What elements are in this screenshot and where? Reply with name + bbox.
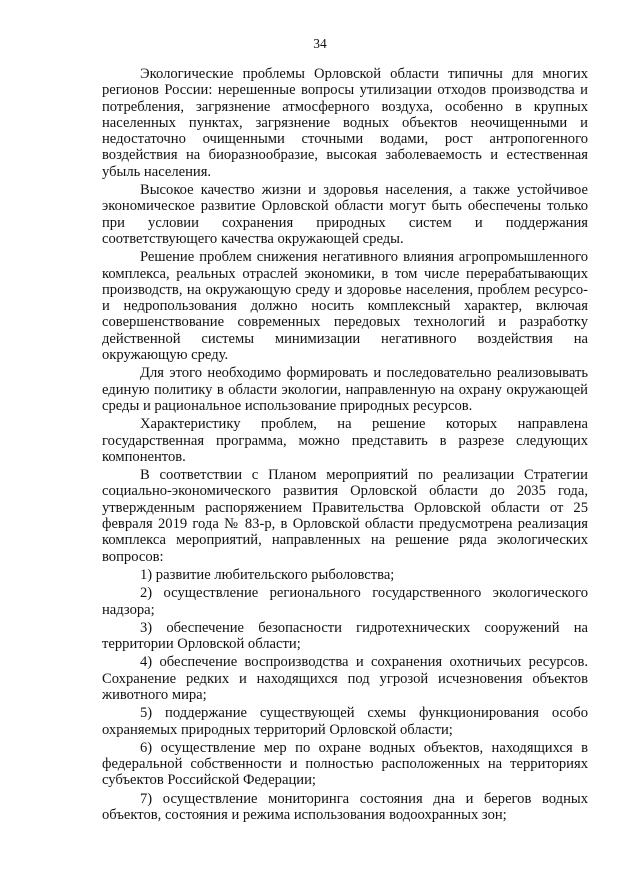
paragraph-problem-characteristics: Характеристику проблем, на решение которых направлена государственная программа, можно представить в разрезе следующих компонентов. bbox=[102, 416, 588, 465]
list-item-2: 2) осуществление регионального государственного экологического надзора; bbox=[102, 585, 588, 618]
list-item-6: 6) осуществление мер по охране водных объектов, находящихся в федеральной собственности и полностью расположенных на территориях субъектов Российской Федерации; bbox=[102, 739, 588, 789]
list-item-3: 3) обеспечение безопасности гидротехнических сооружений на территории Орловской области; bbox=[102, 619, 588, 653]
paragraph-agro-industrial-impact: Решение проблем снижения негативного влияния агропромышленного комплекса, реальных отраслей экономики, в том числе перерабатывающих производств, на окружающую среду и здоровье населения, проблем ресурсо- и недропользования должно носить комплексный характер, включая совершенствование современных передовых технологий и разработку действенной системы минимизации негативного воздействия на окружающую среду. bbox=[102, 249, 588, 364]
list-item-1: 1) развитие любительского рыболовства; bbox=[140, 566, 395, 583]
list-item-7: 7) осуществление мониторинга состояния дна и берегов водных объектов, состояния и режима использования водоохранных зон; bbox=[102, 790, 588, 824]
document-body bbox=[102, 66, 588, 825]
list-item-4: 4) обеспечение воспроизводства и сохранения охотничьих ресурсов. Сохранение редких и находящихся под угрозой исчезновения объектов животного мира; bbox=[102, 654, 588, 703]
list-item-5: 5) поддержание существующей схемы функционирования особо охраняемых природных территорий Орловской области; bbox=[102, 705, 588, 738]
paragraph-ecological-problems: Экологические проблемы Орловской области типичны для многих регионов России: нерешенные вопросы утилизации отходов производства и потребления, загрязнение атмосферного воздуха, особенно в крупных населенных пунктах, загрязнение водных объектов неочищенными и недостаточно очищенными сточными водами, рост антропогенного воздействия на биоразнообразие, высокая заболеваемость и естественная убыль населения. bbox=[102, 66, 588, 180]
paragraph-action-plan: В соответствии с Планом мероприятий по реализации Стратегии социально-экономического развития Орловской области до 2035 года, утвержденным распоряжением Правительства Орловской области от 25 февраля 2019 года № 83-р, в Орловской области предусмотрена реализация комплекса мероприятий, направленных на решение ряда экологических вопросов: bbox=[102, 467, 588, 565]
page-number: 34 bbox=[313, 36, 327, 51]
paragraph-quality-of-life: Высокое качество жизни и здоровья населения, а также устойчивое экономическое развитие Орловской области могут быть обеспечены только при условии сохранения природных систем и поддержания соответствующего качества окружающей среды. bbox=[102, 182, 588, 247]
paragraph-unified-policy: Для этого необходимо формировать и последовательно реализовывать единую политику в области экологии, направленную на охрану окружающей среды и рациональное использование природных ресурсов. bbox=[102, 365, 588, 414]
